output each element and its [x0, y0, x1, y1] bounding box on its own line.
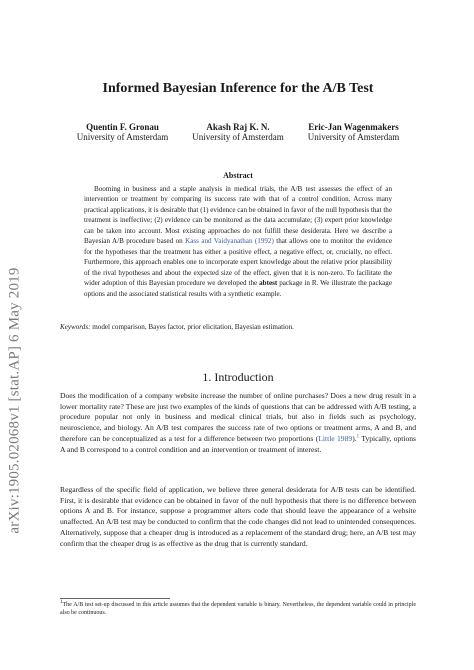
- arxiv-identifier: arXiv:1905.02068v1 [stat.AP] 6 May 2019: [6, 266, 23, 534]
- author-1: [77, 122, 169, 142]
- paper-title: Informed Bayesian Inference for the A/B Test: [102, 81, 374, 96]
- keywords: [60, 322, 416, 332]
- section-heading: 1. Introduction: [202, 370, 274, 384]
- arxiv-identifier-sidebar: [2, 190, 28, 610]
- author-affiliation: University of Amsterdam: [307, 132, 400, 142]
- footnote-divider: [60, 598, 170, 599]
- author-3: [308, 122, 400, 142]
- keywords-label: Keywords:: [60, 323, 91, 331]
- intro-text-2: ).: [352, 433, 357, 443]
- keywords-list: model comparison, Bayes factor, prior elicitation, Bayesian estimation.: [90, 323, 294, 331]
- abstract-part-1: Booming in business and a staple analysis in medical trials, the A/B test assesses the effect of an intervention or treatment by comparing its success rate with that of a control condition. Across many practical applications, it is desirable that (1) evidence can be obtained in favor of the null hypothesis that the treatment is ineffective; (2) evidence can be monitored as the data accumulate; (3) expert prior knowledge can be taken into account. Most existing approaches do not fulfill these desiderata. Here we describe a Bayesian A/B procedure based on: [84, 185, 392, 246]
- intro-paragraph-1: [60, 391, 416, 455]
- footnote: [60, 601, 416, 617]
- abstract-part-3: package in R. We illustrate the package options and the associated statistical results with a synthetic example.: [84, 279, 393, 298]
- author-name: Eric-Jan Wagenmakers: [308, 122, 399, 132]
- intro-text-3: Typically, options A and B correspond to a control condition and an intervention or treatment of interest.: [60, 433, 416, 454]
- author-affiliation: University of Amsterdam: [76, 132, 169, 142]
- abstract-text: [84, 184, 392, 299]
- footnote-number: 1: [60, 600, 63, 605]
- footnote-text: The A/B test set-up discussed in this article assumes that the dependent variable is binary. Nevertheless, the dependent variable could in principle also be continuous.: [60, 602, 416, 616]
- abstract-heading: Abstract: [223, 171, 253, 180]
- intro-paragraph-2: Regardless of the specific field of application, we believe three general desiderata for A/B tests can be identified. First, it is desirable that evidence can be obtained in favor of the null hypothesis that there is no difference between options A and B. For instance, suppose a programmer alters code that should leave the appearance of a website unaffected. An A/B test may be conducted to confirm that the code changes did not lead to unintended consequences. Alternatively, suppose that a cheaper drug is introduced as a replacement of the standard drug; here, an A/B test may confirm that the cheaper drug is as effective as the drug that is currently standard.: [60, 485, 416, 548]
- citation-link[interactable]: Little 1989: [318, 433, 353, 443]
- package-name: abtest: [259, 279, 278, 288]
- citation-link[interactable]: Kass and Vaidyanathan (1992): [185, 237, 274, 246]
- author-name: Akash Raj K. N.: [206, 122, 270, 132]
- author-affiliation: University of Amsterdam: [192, 132, 284, 142]
- footnote-marker[interactable]: 1: [356, 434, 360, 440]
- author-name: Quentin F. Gronau: [86, 122, 159, 132]
- intro-text-1: Does the modification of a company website increase the number of online purchases? Does a new drug result in a lower mortality rate? These are just two examples of the kinds of questions that can be addressed with A/B testing, a procedure popular not only in business and medical clinical trials, but also in fields such as psychology, neuroscience, and biology. An A/B test compares the success rate of two options or treatment arms, A and B, and therefore can be conceptualized as a test for a difference between two proportions (: [60, 391, 416, 443]
- abstract-part-2: that allows one to monitor the evidence for the hypotheses that the treatment has either a positive effect, a negative effect, or, crucially, no effect. Furthermore, this approach enables one to incorporate expert knowledge about the relative prior plausibility of the rival hypotheses and about the expected size of the effect, given that it is non-zero. To facilitate the wider adoption of this Bayesian procedure we developed the: [84, 237, 393, 288]
- author-2: [192, 122, 284, 142]
- author-list: [60, 122, 416, 142]
